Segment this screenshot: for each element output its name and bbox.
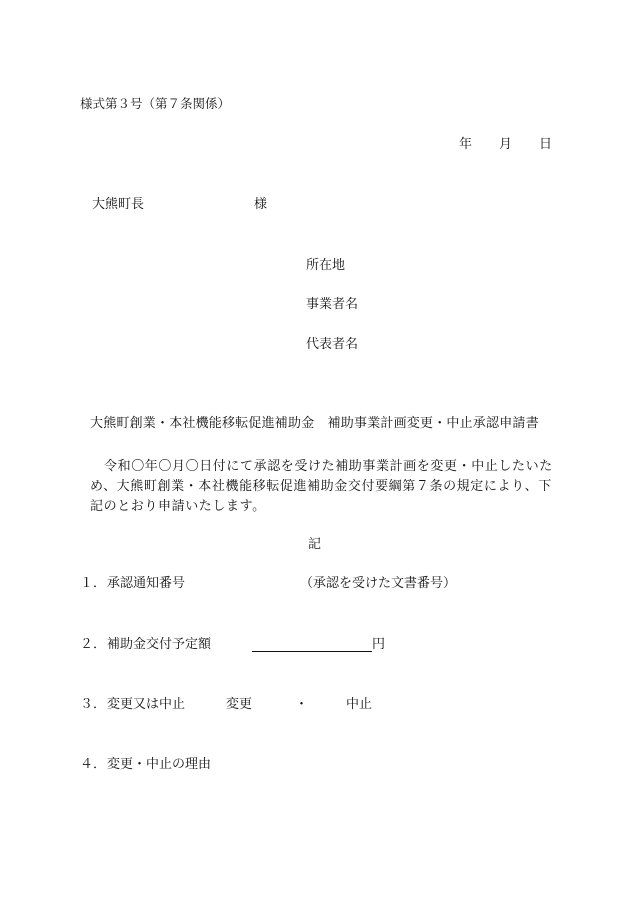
approval-notice-number-label: 承認通知番号 bbox=[107, 576, 186, 591]
item-number: ３． bbox=[80, 697, 107, 712]
option-change[interactable]: 変更 bbox=[226, 697, 253, 712]
approval-notice-number-note: （承認を受けた文書番号） bbox=[300, 576, 457, 591]
grant-amount-unit: 円 bbox=[372, 637, 386, 652]
addressee-name: 大熊町長 bbox=[92, 197, 145, 212]
date-month-label: 月 bbox=[499, 137, 513, 152]
grant-amount-field[interactable] bbox=[252, 651, 372, 652]
date-day-label: 日 bbox=[539, 137, 553, 152]
body-line: 記のとおり申請いたします。 bbox=[90, 499, 266, 514]
option-cancel[interactable]: 中止 bbox=[346, 697, 373, 712]
form-number: 様式第３号（第７条関係） bbox=[80, 96, 231, 111]
body-paragraph bbox=[90, 457, 552, 517]
ki-heading: 記 bbox=[308, 537, 322, 552]
body-line: め、大熊町創業・本社機能移転促進補助金交付要綱第７条の規定により、下 bbox=[90, 479, 552, 494]
item-number: ２． bbox=[80, 637, 107, 652]
option-separator: ・ bbox=[295, 697, 309, 712]
applicant-business-name-label: 事業者名 bbox=[306, 297, 359, 312]
change-or-cancel-label: 変更又は中止 bbox=[107, 697, 186, 712]
date-year-label: 年 bbox=[459, 137, 473, 152]
item-number: ４． bbox=[80, 757, 107, 772]
document-title: 大熊町創業・本社機能移転促進補助金 補助事業計画変更・中止承認申請書 bbox=[90, 416, 539, 431]
grant-amount-label: 補助金交付予定額 bbox=[107, 637, 212, 652]
change-reason-label: 変更・中止の理由 bbox=[107, 757, 212, 772]
applicant-location-label: 所在地 bbox=[306, 258, 346, 273]
applicant-representative-label: 代表者名 bbox=[306, 337, 359, 352]
body-line: 令和〇年〇月〇日付にて承認を受けた補助事業計画を変更・中止したいた bbox=[104, 459, 553, 474]
item-number: １． bbox=[80, 576, 107, 591]
addressee-suffix: 様 bbox=[254, 197, 268, 212]
